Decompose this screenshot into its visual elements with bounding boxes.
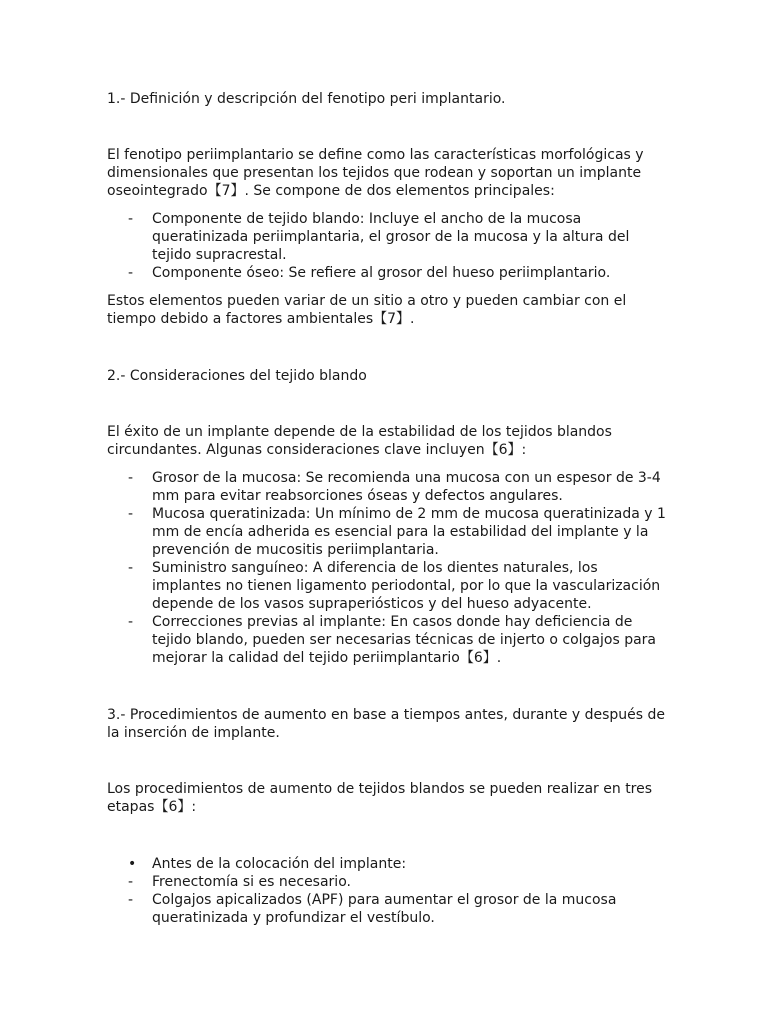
list-item-text: Grosor de la mucosa: Se recomienda una mucosa con un espesor de 3-4 mm para evitar reabsorciones óseas y defectos angulares. bbox=[152, 470, 661, 504]
list-item bbox=[107, 891, 667, 927]
list-item-text: Frenectomía si es necesario. bbox=[152, 874, 351, 890]
section-heading-3: 3.- Procedimientos de aumento en base a tiempos antes, durante y después de la inserción de implante. bbox=[107, 707, 666, 741]
section-heading-1: 1.- Definición y descripción del fenotipo peri implantario. bbox=[107, 91, 506, 107]
section-heading-2: 2.- Consideraciones del tejido blando bbox=[107, 368, 367, 384]
list-item-text: Correcciones previas al implante: En casos donde hay deficiencia de tejido blando, pueden ser necesarias técnicas de injerto o colgajos para mejorar la calidad del tejido periimplantario【6】. bbox=[152, 614, 657, 666]
section-1-intro: El fenotipo periimplantario se define como las características morfológicas y dimensionales que presentan los tejidos que rodean y soportan un implante oseointegrado【7】. Se compone de dos elementos principales: bbox=[107, 147, 644, 199]
dash-marker: - bbox=[128, 892, 134, 908]
list-item-text: Mucosa queratinizada: Un mínimo de 2 mm de mucosa queratinizada y 1 mm de encía adherida es esencial para la estabilidad del implante y la prevención de mucositis periimplantaria. bbox=[152, 506, 666, 558]
list-item bbox=[107, 559, 667, 613]
list-item-text: Componente de tejido blando: Incluye el ancho de la mucosa queratinizada periimplantaria, el grosor de la mucosa y la altura del tejido supracrestal. bbox=[152, 211, 630, 263]
list-item bbox=[107, 613, 667, 667]
list-item bbox=[107, 469, 667, 505]
dash-marker: - bbox=[128, 265, 134, 281]
list-item bbox=[107, 855, 667, 873]
section-1-list bbox=[107, 210, 667, 282]
list-item-text: Colgajos apicalizados (APF) para aumentar el grosor de la mucosa queratinizada y profundizar el vestíbulo. bbox=[152, 892, 617, 926]
dash-marker: - bbox=[128, 211, 134, 227]
list-item bbox=[107, 210, 667, 264]
section-3-list bbox=[107, 855, 667, 927]
section-2-list bbox=[107, 469, 667, 667]
list-item bbox=[107, 505, 667, 559]
section-2-intro: El éxito de un implante depende de la estabilidad de los tejidos blandos circundantes. Algunas consideraciones clave incluyen【6】: bbox=[107, 424, 612, 458]
list-item bbox=[107, 873, 667, 891]
dash-marker: - bbox=[128, 874, 134, 890]
list-item-text: Componente óseo: Se refiere al grosor del hueso periimplantario. bbox=[152, 265, 611, 281]
list-item-text: Antes de la colocación del implante: bbox=[152, 856, 407, 872]
list-item-text: Suministro sanguíneo: A diferencia de los dientes naturales, los implantes no tienen ligamento periodontal, por lo que la vascularización depende de los vasos supraperiósticos y del hueso adyacente. bbox=[152, 560, 661, 612]
list-item bbox=[107, 264, 667, 282]
dash-marker: - bbox=[128, 470, 134, 486]
dash-marker: - bbox=[128, 506, 134, 522]
dash-marker: - bbox=[128, 614, 134, 630]
dash-marker: - bbox=[128, 560, 134, 576]
bullet-marker: • bbox=[128, 856, 137, 872]
section-1-outro: Estos elementos pueden variar de un sitio a otro y pueden cambiar con el tiempo debido a factores ambientales【7】. bbox=[107, 293, 627, 327]
section-3-intro: Los procedimientos de aumento de tejidos blandos se pueden realizar en tres etapas【6】: bbox=[107, 781, 653, 815]
document-page bbox=[107, 90, 667, 927]
